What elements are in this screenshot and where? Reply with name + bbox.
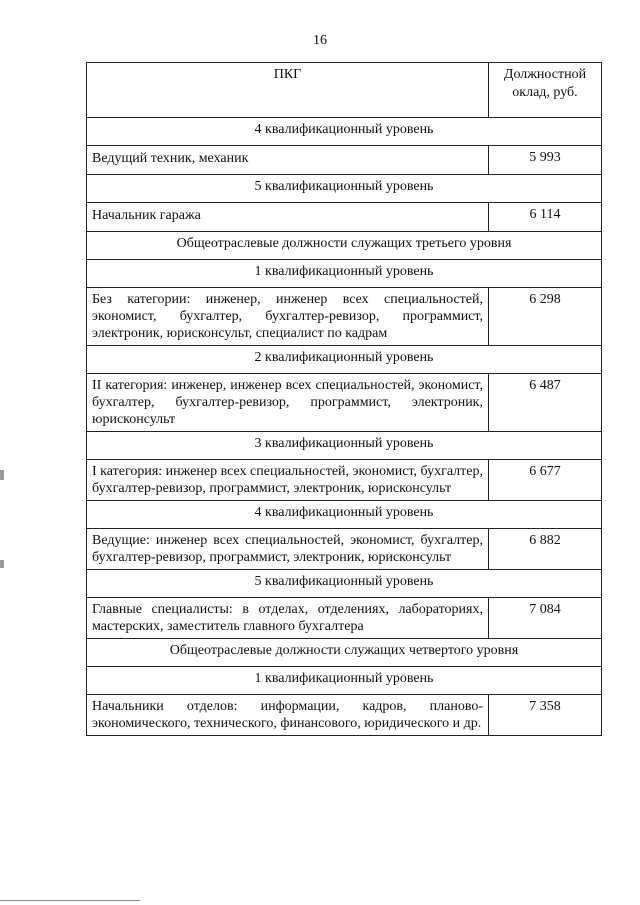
position-cell: Главные специалисты: в отделах, отделениях, лабораториях, мастерских, заместитель главного бухгалтера [87, 598, 489, 639]
position-cell: II категория: инженер, инженер всех специальностей, экономист, бухгалтер, бухгалтер-ревизор, программист, электроник, юрисконсульт [87, 374, 489, 432]
salary-cell: 6 487 [489, 374, 602, 432]
table-row [87, 695, 602, 736]
section-row [87, 175, 602, 203]
section-row [87, 346, 602, 374]
table-row [87, 529, 602, 570]
table-row [87, 288, 602, 346]
section-row [87, 232, 602, 260]
salary-cell: 6 882 [489, 529, 602, 570]
table-row [87, 146, 602, 175]
section-title: 3 квалификационный уровень [87, 432, 602, 460]
salary-table [86, 62, 602, 736]
header-pkg: ПКГ [87, 63, 489, 118]
salary-cell: 7 358 [489, 695, 602, 736]
salary-cell: 6 298 [489, 288, 602, 346]
header-salary: Должностной оклад, руб. [489, 63, 602, 118]
scan-margin-mark [0, 470, 4, 480]
section-title: 4 квалификационный уровень [87, 118, 602, 146]
scan-bottom-line [0, 900, 140, 901]
position-cell: Без категории: инженер, инженер всех специальностей, экономист, бухгалтер, бухгалтер-ревизор, программист, электроник, юрисконсульт, специалист по кадрам [87, 288, 489, 346]
salary-cell: 6 114 [489, 203, 602, 232]
table-row [87, 203, 602, 232]
position-cell: Начальник гаража [87, 203, 489, 232]
salary-cell: 7 084 [489, 598, 602, 639]
position-cell: I категория: инженер всех специальностей, экономист, бухгалтер, бухгалтер-ревизор, программист, электроник, юрисконсульт [87, 460, 489, 501]
salary-cell: 5 993 [489, 146, 602, 175]
table-header-row [87, 63, 602, 118]
section-title: 5 квалификационный уровень [87, 570, 602, 598]
section-title: 4 квалификационный уровень [87, 501, 602, 529]
section-row [87, 570, 602, 598]
table-row [87, 374, 602, 432]
section-row [87, 667, 602, 695]
position-cell: Начальники отделов: информации, кадров, планово-экономического, технического, финансового, юридического и др. [87, 695, 489, 736]
table-row [87, 598, 602, 639]
section-title: Общеотраслевые должности служащих четвертого уровня [87, 639, 602, 667]
table-row [87, 460, 602, 501]
section-row [87, 432, 602, 460]
section-row [87, 260, 602, 288]
section-title: 1 квалификационный уровень [87, 260, 602, 288]
scan-margin-mark [0, 560, 4, 568]
salary-cell: 6 677 [489, 460, 602, 501]
section-row [87, 118, 602, 146]
position-cell: Ведущие: инженер всех специальностей, экономист, бухгалтер, бухгалтер-ревизор, программист, электроник, юрисконсульт [87, 529, 489, 570]
section-title: Общеотраслевые должности служащих третьего уровня [87, 232, 602, 260]
section-row [87, 501, 602, 529]
section-title: 2 квалификационный уровень [87, 346, 602, 374]
section-title: 1 квалификационный уровень [87, 667, 602, 695]
page-number: 16 [313, 33, 327, 48]
section-row [87, 639, 602, 667]
position-cell: Ведущий техник, механик [87, 146, 489, 175]
section-title: 5 квалификационный уровень [87, 175, 602, 203]
